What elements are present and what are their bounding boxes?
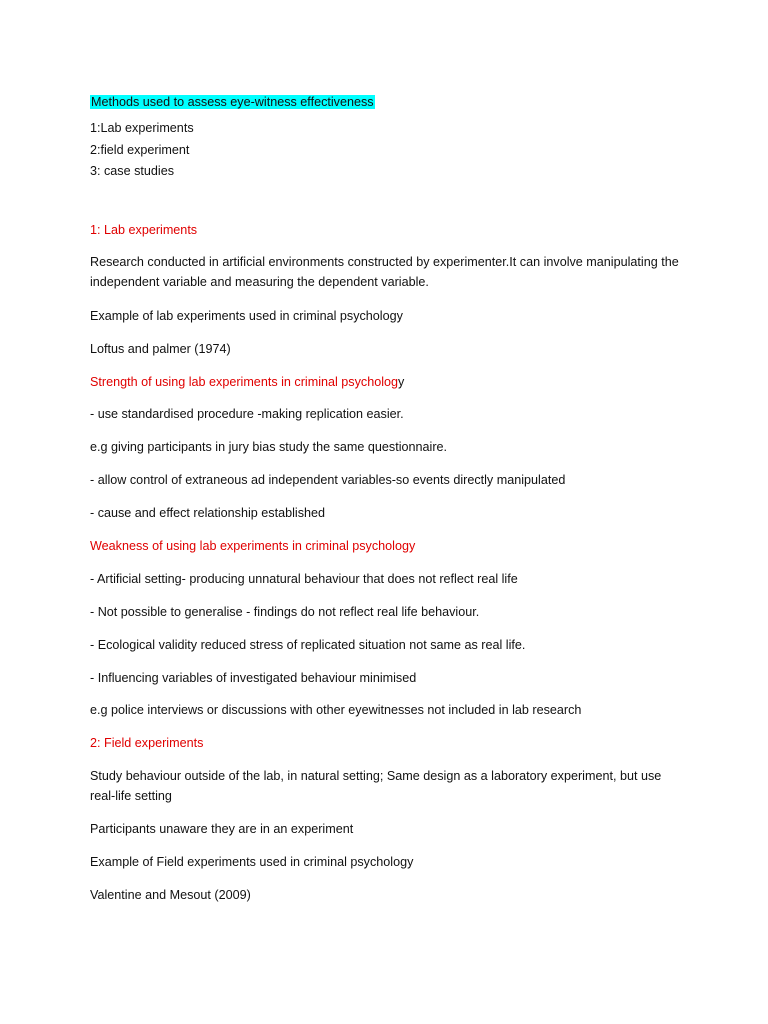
section1-example-study: Loftus and palmer (1974) bbox=[90, 342, 231, 356]
section2-example-study: Valentine and Mesout (2009) bbox=[90, 888, 251, 902]
strength-item-4: - cause and effect relationship established bbox=[90, 506, 326, 520]
weakness-item-4: - Influencing variables of investigated behaviour minimised bbox=[90, 671, 417, 685]
section2-example-intro: Example of Field experiments used in criminal psychology bbox=[90, 855, 414, 869]
strength-item-2: e.g giving participants in jury bias study the same questionnaire. bbox=[90, 440, 448, 454]
section1-example-intro: Example of lab experiments used in criminal psychology bbox=[90, 309, 403, 323]
strength-heading-tail: y bbox=[398, 375, 405, 389]
section2-note: Participants unaware they are in an experiment bbox=[90, 822, 354, 836]
weakness-item-3: - Ecological validity reduced stress of replicated situation not same as real life. bbox=[90, 638, 526, 652]
weakness-item-1: - Artificial setting- producing unnatural behaviour that does not reflect real life bbox=[90, 572, 518, 586]
section1-heading: 1: Lab experiments bbox=[90, 223, 198, 237]
strength-item-3: - allow control of extraneous ad independent variables-so events directly manipulated bbox=[90, 473, 566, 487]
strength-heading-red: Strength of using lab experiments in criminal psycholog bbox=[90, 375, 399, 389]
weakness-item-5: e.g police interviews or discussions with other eyewitnesses not included in lab research bbox=[90, 703, 582, 717]
section2-heading: 2: Field experiments bbox=[90, 736, 204, 750]
weakness-heading: Weakness of using lab experiments in criminal psychology bbox=[90, 539, 416, 553]
weakness-item-2: - Not possible to generalise - findings do not reflect real life behaviour. bbox=[90, 605, 480, 619]
section2-definition: Study behaviour outside of the lab, in natural setting; Same design as a laboratory experiment, but use real-life setting bbox=[90, 769, 662, 803]
title-highlight: Methods used to assess eye-witness effectiveness bbox=[91, 95, 374, 109]
strength-item-1: - use standardised procedure -making replication easier. bbox=[90, 407, 404, 421]
strength-heading bbox=[90, 374, 404, 390]
methods-list-item-3: 3: case studies bbox=[90, 164, 175, 178]
document-title bbox=[90, 94, 375, 110]
methods-list-item-2: 2:field experiment bbox=[90, 143, 190, 157]
section1-definition: Research conducted in artificial environments constructed by experimenter.It can involve manipulating the independent variable and measuring the dependent variable. bbox=[90, 255, 679, 289]
methods-list-item-1: 1:Lab experiments bbox=[90, 121, 194, 135]
